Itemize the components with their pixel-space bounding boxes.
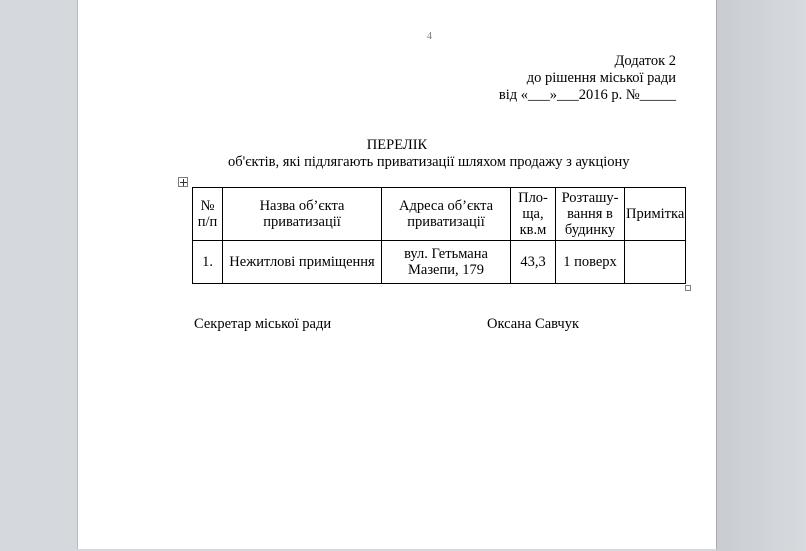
cell-note [625,241,686,284]
addendum-line-2: до рішення міської ради [526,70,676,86]
window-right-margin [716,0,806,551]
header-object-name: Назва об’єкта приватизації [223,188,382,241]
cell-object-name: Нежитлові приміщення [223,241,382,284]
header-location: Розташу-вання в будинку [556,188,625,241]
signature-name: Оксана Савчук [487,316,580,332]
signature-title: Секретар міської ради [194,316,332,332]
table-header-row [193,188,686,241]
cell-area: 43,3 [511,241,556,284]
header-object-address: Адреса об’єкта приватизації [382,188,511,241]
addendum-block [499,53,676,104]
cell-object-address: вул. Гетьмана Мазепи, 179 [382,241,511,284]
document-title: ПЕРЕЛІК [366,137,428,153]
cell-number: 1. [193,241,223,284]
document-page[interactable] [78,0,716,549]
table-resize-handle-icon[interactable] [685,285,691,291]
page-number: 4 [427,31,432,42]
table-move-handle-icon[interactable] [178,177,188,187]
header-note: Примітка [625,188,686,241]
addendum-line-3: від «___»___2016 р. №_____ [498,87,676,103]
document-subtitle: об'єктів, які підлягають приватизації шляхом продажу з аукціону [228,154,630,170]
table-row [193,241,686,284]
header-number: № п/п [193,188,223,241]
addendum-line-1: Додаток 2 [614,53,676,69]
header-area: Пло-ща, кв.м [511,188,556,241]
objects-table [192,187,686,284]
cell-location: 1 поверх [556,241,625,284]
